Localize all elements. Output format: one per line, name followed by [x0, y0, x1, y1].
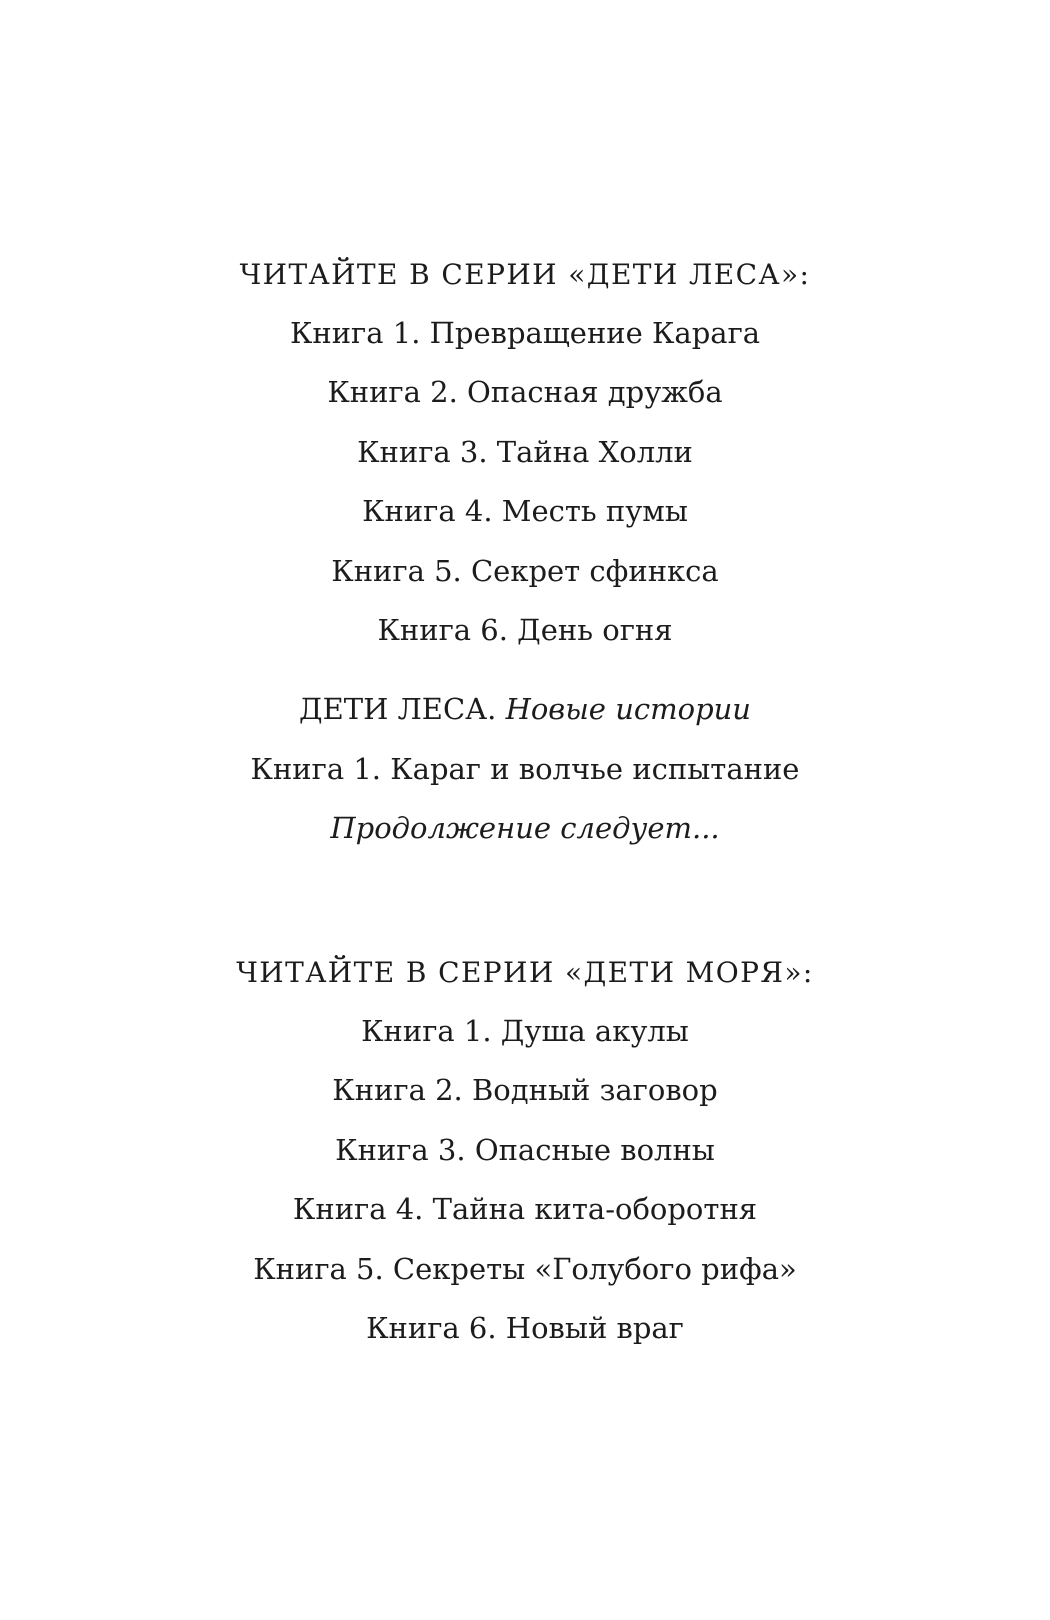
forest-new-book-1: Книга 1. Караг и волчье испытание	[250, 752, 800, 786]
forest-new-stories-heading	[0, 689, 1050, 729]
forest-book-2: Книга 2. Опасная дружба	[327, 375, 723, 409]
continuation-note: Продолжение следует...	[330, 811, 720, 845]
forest-new-stories-title: ДЕТИ ЛЕСА.	[299, 692, 497, 726]
sea-book-5: Книга 5. Секреты «Голубого рифа»	[253, 1252, 797, 1286]
forest-new-stories-subtitle: Новые истории	[505, 692, 751, 726]
forest-book-1: Книга 1. Превращение Карага	[289, 316, 761, 350]
sea-series-heading: ЧИТАЙТЕ В СЕРИИ «ДЕТИ МОРЯ»:	[236, 956, 814, 989]
sea-book-1: Книга 1. Душа акулы	[361, 1014, 689, 1048]
forest-book-3: Книга 3. Тайна Холли	[357, 435, 693, 469]
forest-series-heading: ЧИТАЙТЕ В СЕРИИ «ДЕТИ ЛЕСА»:	[239, 258, 811, 291]
sea-book-2: Книга 2. Водный заговор	[332, 1073, 718, 1107]
forest-book-5: Книга 5. Секрет сфинкса	[331, 554, 719, 588]
sea-book-4: Книга 4. Тайна кита-оборотня	[292, 1192, 758, 1226]
forest-book-4: Книга 4. Месть пумы	[362, 494, 688, 528]
forest-book-6: Книга 6. День огня	[377, 613, 673, 647]
sea-book-3: Книга 3. Опасные волны	[335, 1133, 715, 1167]
sea-book-6: Книга 6. Новый враг	[366, 1311, 684, 1345]
